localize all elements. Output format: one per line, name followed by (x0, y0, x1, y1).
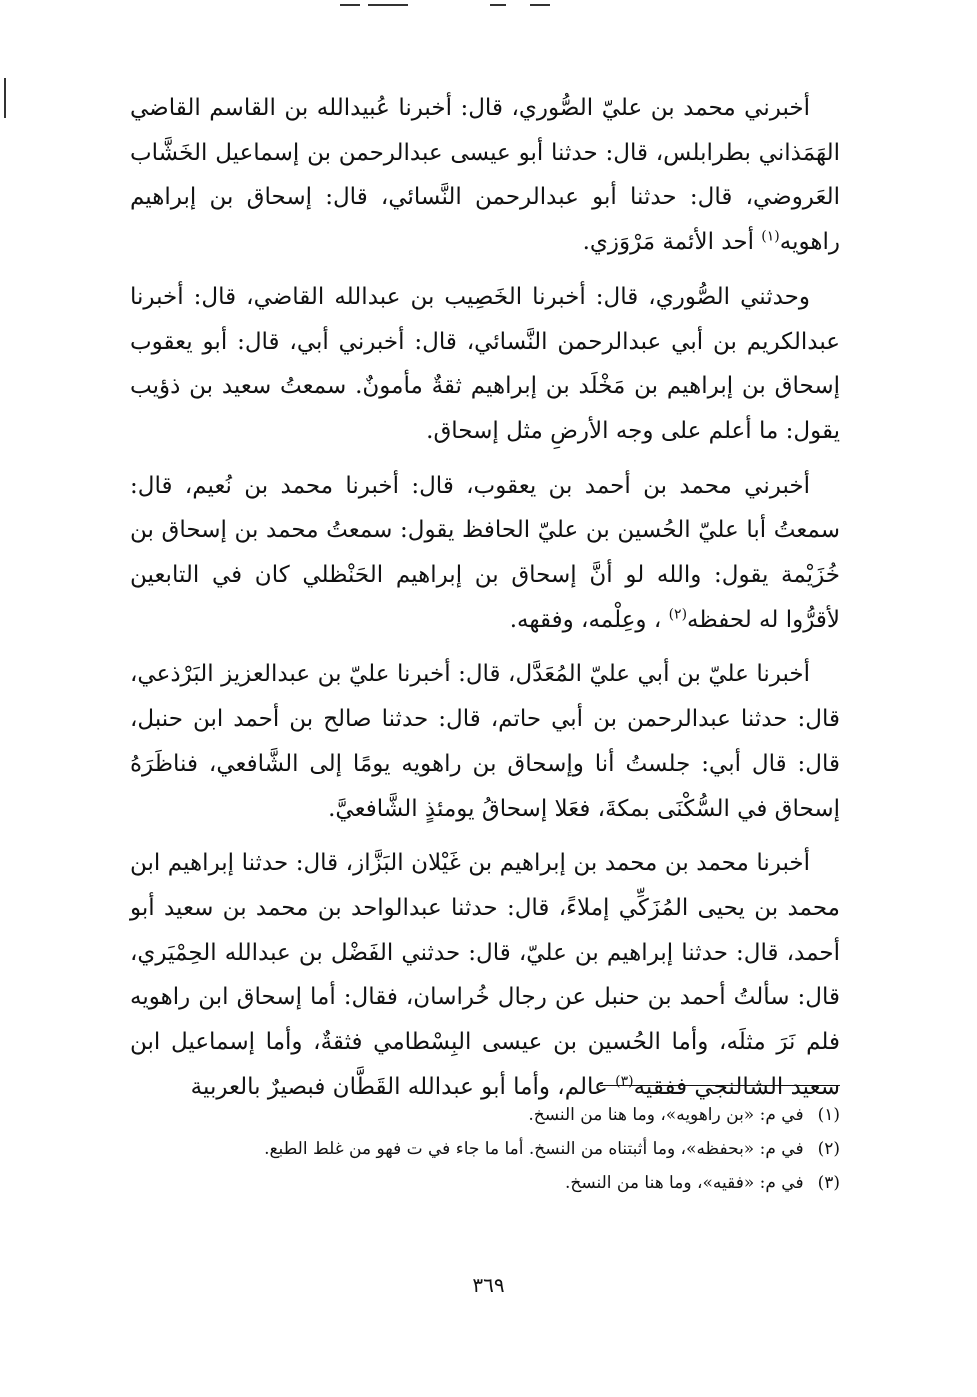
main-text (130, 86, 840, 1119)
footnote-reference: (١) (761, 228, 780, 245)
paragraph (130, 652, 840, 831)
paragraph (130, 841, 840, 1109)
paragraph-text: أخبرنا محمد بن محمد بن إبراهيم بن غَيْلان البَزَّاز، قال: حدثنا إبراهيم ابن محمد بن يحيى المُزَكِّي إملاءً، قال: حدثنا عبدالواحد بن محمد بن سعيد أبو أحمد، قال: حدثنا إبراهيم بن عليّ، قال: حدثني الفَضْل بن عبدالله الحِمْيَري، قال: سألتُ أحمد بن حنبل عن رجال خُراسان، فقال: أما إسحاق ابن راهويه فلم نَرَ مثلَه، وأما الحُسين بن عيسى البِسْطامي فثقةٌ، وأما إسماعيل ابن سعيد الشالنجي ففقيه (130, 850, 840, 1100)
scan-side-mark (4, 78, 6, 118)
paragraph-text: أحد الأئمة مَرْوَزي. (582, 229, 762, 256)
page-number: ٣٦٩ (472, 1273, 505, 1297)
footnote-text: في م: «بحفظه»، وما أثبتناه من النسخ. أما ما جاء في ت فهو من غلط الطبع. (264, 1139, 804, 1159)
footnote-text: في م: «فقيه»، وما هنا من النسخ. (564, 1173, 804, 1193)
paragraph-text: عالم، وأما أبو عبدالله القَطَّان فبصيرٌ بالعربية (190, 1073, 616, 1100)
footnote-number: (٣) (817, 1173, 840, 1193)
paragraph (130, 464, 840, 643)
footnotes (130, 1098, 840, 1200)
footnote-item (130, 1166, 840, 1200)
footnote-number: (١) (817, 1105, 840, 1125)
paragraph-text: أخبرني محمد بن أحمد بن يعقوب، قال: أخبرنا محمد بن نُعيم، قال: سمعتُ أبا عليّ الحُسين بن عليّ الحافظ يقول: سمعتُ محمد بن إسحاق بن خُزَيْمة يقول: والله لو أنَّ إسحاق بن إبراهيم الحَنْظلي كان في التابعين لأقرُّوا له لحفظه (130, 472, 840, 633)
paragraph-text: ، وعِلْمه، وفقهه. (509, 606, 669, 633)
footnote-number: (٢) (817, 1139, 840, 1159)
paragraph-text: أخبرنا عليّ بن أبي عليّ المُعَدَّل، قال: أخبرنا عليّ بن عبدالعزيز البَرْذعي، قال: حدثنا عبدالرحمن بن أبي حاتم، قال: حدثنا صالح بن أحمد ابن حنبل، قال: قال أبي: جلستُ أنا وإسحاق بن راهويه يومًا إلى الشَّافعي، فناظَرَهُ إسحاق في السُّكْنَى بمكةَ، فعَلا إسحاقُ يومئذٍ الشَّافعيَّ. (130, 661, 840, 822)
paragraph (130, 86, 840, 265)
footnote-item (130, 1132, 840, 1166)
footnote-reference: (٢) (668, 606, 688, 623)
paragraph-text: أخبرني محمد بن عليّ الصُّوري، قال: أخبرنا عُبيدالله بن القاسم القاضي الهَمَذاني بطرابلس، قال: حدثنا أبو عيسى عبدالرحمن بن إسماعيل الخَشَّاب العَروضي، قال: حدثنا أبو عبدالرحمن النَّسائي، قال: إسحاق بن إبراهيم راهويه (130, 95, 840, 256)
footnote-text: في م: «بن راهويه»، وما هنا من النسخ. (528, 1105, 804, 1125)
paragraph (130, 275, 840, 454)
footnote-reference: (٣) (615, 1073, 634, 1090)
footnote-separator (600, 1085, 840, 1086)
scan-edge-marks (340, 4, 580, 8)
footnote-item (130, 1098, 840, 1132)
paragraph-text: وحدثني الصُّوري، قال: أخبرنا الخَصِيب بن عبدالله القاضي، قال: أخبرنا عبدالكريم بن أبي عبدالرحمن النَّسائي، قال: أخبرني أبي، قال: أبو يعقوب إسحاق بن إبراهيم بن مَخْلَد بن إبراهيم ثقةٌ مأمونٌ. سمعتُ سعيد بن ذؤيب يقول: ما أعلم على وجه الأرضِ مثل إسحاق. (130, 283, 840, 444)
